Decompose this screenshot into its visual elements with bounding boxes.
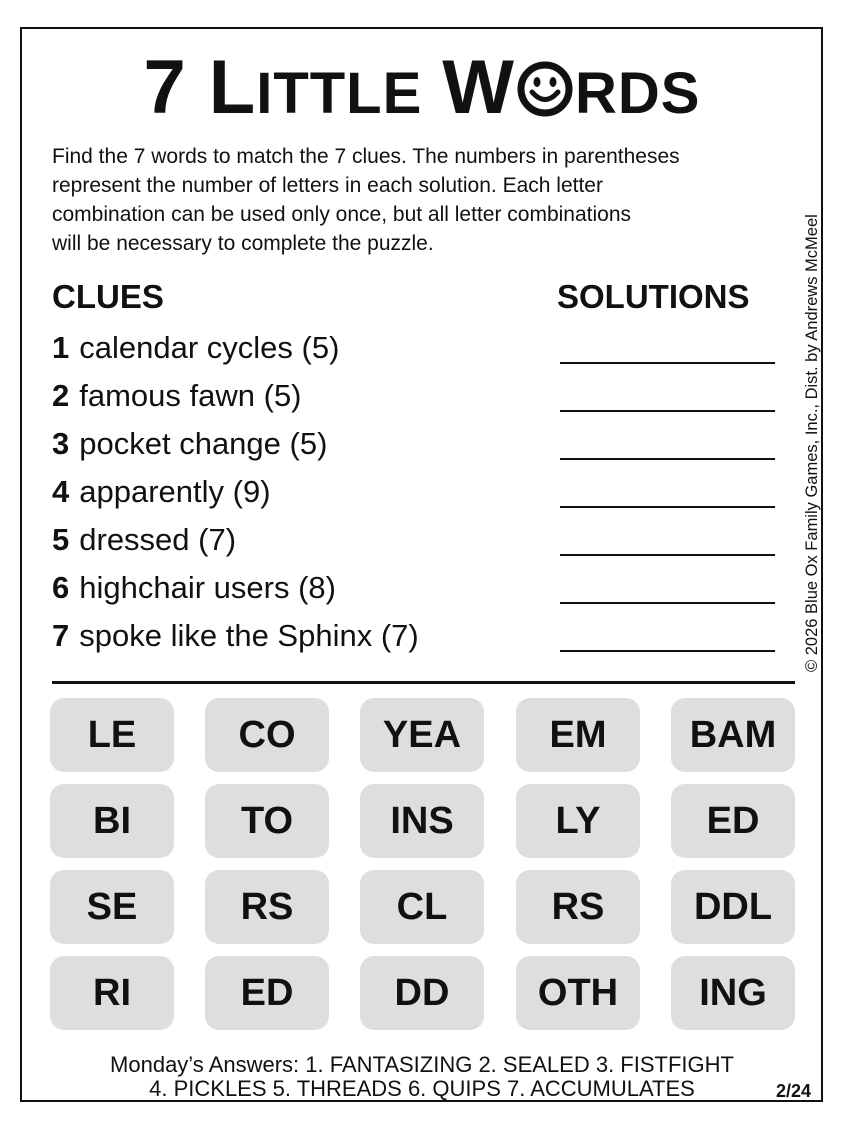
letter-tile[interactable]: CO [205,698,329,772]
letter-tile[interactable]: SE [50,870,174,944]
solution-blank-1[interactable] [560,362,775,364]
clue-number: 7 [52,618,70,653]
letter-tile[interactable]: EM [516,698,640,772]
letter-tile[interactable]: DD [360,956,484,1030]
letter-tile[interactable]: BAM [671,698,795,772]
clue-text: calendar cycles (5) [79,330,340,365]
clue-text: spoke like the Sphinx (7) [79,618,419,653]
solution-blank-2[interactable] [560,410,775,412]
clue-item [52,378,302,414]
answers-line: 4. PICKLES 5. THREADS 6. QUIPS 7. ACCUMULATES [149,1076,695,1101]
solution-blank-3[interactable] [560,458,775,460]
solution-blank-7[interactable] [560,650,775,652]
solutions-header: SOLUTIONS [557,278,750,315]
clue-text: pocket change (5) [79,426,328,461]
clue-number: 6 [52,570,70,605]
clue-item [52,426,327,462]
clues-header: CLUES [52,278,164,315]
solution-blank-6[interactable] [560,602,775,604]
puzzle-date: 2/24 [776,1081,812,1101]
clue-number: 2 [52,378,70,413]
letter-tile[interactable]: RS [205,870,329,944]
puzzle-title [0,45,844,134]
letter-tile[interactable]: OTH [516,956,640,1030]
clue-number: 5 [52,522,70,557]
letter-tile[interactable]: BI [50,784,174,858]
letter-tile[interactable]: ED [205,956,329,1030]
letter-tile[interactable]: LY [516,784,640,858]
clue-text: dressed (7) [79,522,237,557]
clue-item [52,618,419,654]
title-words-rest: RDS [575,61,701,126]
letter-tile[interactable]: RS [516,870,640,944]
letter-tile[interactable]: INS [360,784,484,858]
letter-tile[interactable]: DDL [671,870,795,944]
divider [52,681,795,684]
letter-tile[interactable]: YEA [360,698,484,772]
title-number: 7 [143,45,187,130]
letter-tile[interactable]: LE [50,698,174,772]
clue-number: 4 [52,474,70,509]
title-words-initial: W [442,45,516,130]
clue-number: 1 [52,330,70,365]
clue-item [52,522,236,558]
instruction-line: combination can be used only once, but all letter combinations [52,203,632,226]
title-little-initial: L [208,45,257,130]
copyright-credit: © 2026 Blue Ox Family Games, Inc., Dist. by Andrews McMeel [803,214,821,672]
clue-text: famous fawn (5) [79,378,302,413]
instruction-line: represent the number of letters in each solution. Each letter [52,174,603,197]
instruction-line: will be necessary to complete the puzzle. [52,232,434,255]
letter-tiles-grid [50,698,796,1030]
solution-blank-4[interactable] [560,506,775,508]
letter-tile[interactable]: CL [360,870,484,944]
letter-tile[interactable]: RI [50,956,174,1030]
smiley-face-icon [517,53,573,109]
instructions [52,142,797,258]
clue-text: highchair users (8) [79,570,336,605]
clue-item [52,330,339,366]
previous-answers [0,1053,844,1101]
solution-blank-5[interactable] [560,554,775,556]
clue-item [52,474,271,510]
instruction-line: Find the 7 words to match the 7 clues. The numbers in parentheses [52,145,680,168]
letter-tile[interactable]: ING [671,956,795,1030]
clue-number: 3 [52,426,70,461]
clue-text: apparently (9) [79,474,271,509]
letter-tile[interactable]: TO [205,784,329,858]
title-little-rest: ITTLE [256,61,423,126]
answers-line: Monday’s Answers: 1. FANTASIZING 2. SEALED 3. FISTFIGHT [110,1052,734,1077]
clue-item [52,570,336,606]
letter-tile[interactable]: ED [671,784,795,858]
